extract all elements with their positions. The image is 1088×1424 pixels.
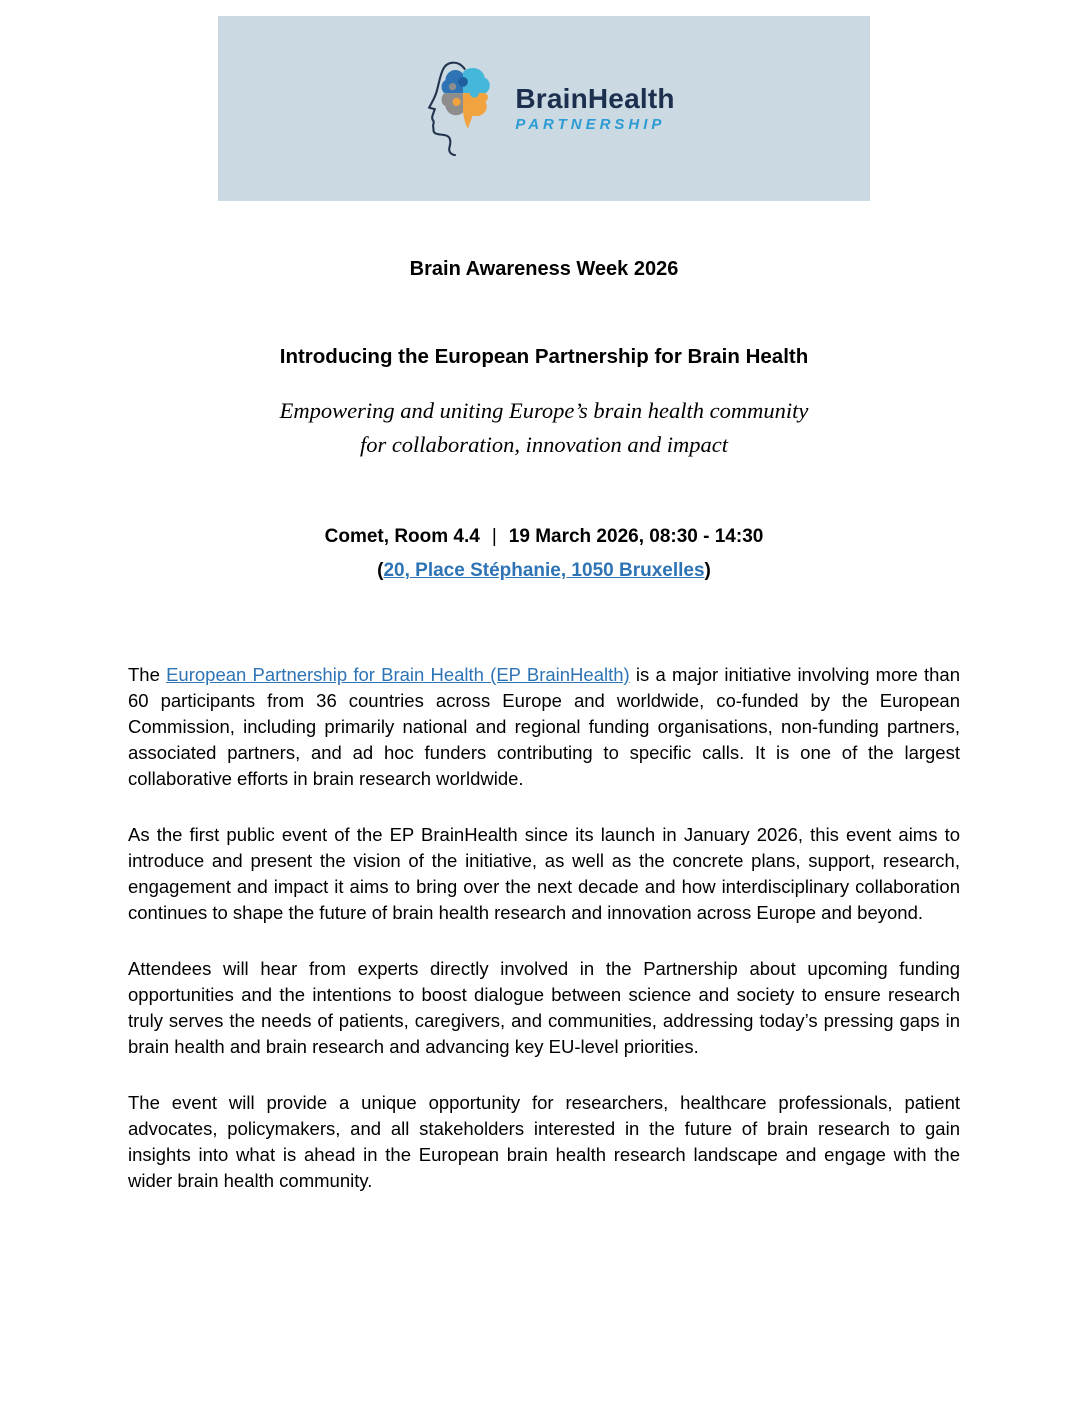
address-paren-open: ( xyxy=(377,560,384,581)
brand-name: BrainHealth xyxy=(515,82,675,114)
subtitle-line-1: Empowering and uniting Europe’s brain health community xyxy=(279,398,809,423)
paragraph-1-rest: is a major initiative involving more than 60 participants from 36 countries across Europe and worldwide, co-funded by the European Commission, including primarily national and regional funding organisations, non-funding partners, associated partners, and ad hoc funders contributing to specific calls. It is one of the largest collaborative efforts in brain research worldwide. xyxy=(128,664,960,789)
page-title: Introducing the European Partnership for Brain Health xyxy=(279,345,809,368)
venue-location: Comet, Room 4.4 xyxy=(324,526,480,547)
brand-text xyxy=(515,84,674,133)
brain-head-icon xyxy=(413,56,505,161)
paragraph-1-lead: The xyxy=(128,664,167,685)
venue-line xyxy=(0,526,1088,548)
brand-subtitle: PARTNERSHIP xyxy=(515,116,666,134)
ep-brainhealth-link[interactable]: European Partnership for Brain Health (EP BrainHealth) xyxy=(166,664,630,685)
paragraph-1 xyxy=(128,662,960,792)
subtitle xyxy=(0,394,1088,462)
paragraph-4: The event will provide a unique opportunity for researchers, healthcare professionals, patient advocates, policymakers, and all stakeholders interested in the future of brain research to gain insights into what is ahead in the European brain health research landscape and engage with the wider brain health community. xyxy=(128,1092,960,1191)
address-paren-close: ) xyxy=(704,560,711,581)
paragraph-3: Attendees will hear from experts directly involved in the Partnership about upcoming funding opportunities and the intentions to boost dialogue between science and society to ensure research truly serves the needs of patients, caregivers, and communities, addressing today’s pressing gaps in brain health and brain research and advancing key EU-level priorities. xyxy=(128,958,960,1057)
address-line xyxy=(0,560,1088,582)
subtitle-line-2: for collaboration, innovation and impact xyxy=(359,432,729,457)
venue-datetime: 19 March 2026, 08:30 - 14:30 xyxy=(508,526,764,547)
paragraph-2: As the first public event of the EP BrainHealth since its launch in January 2026, this event aims to introduce and present the vision of the initiative, as well as the concrete plans, support, research, engagement and impact it aims to bring over the next decade and how interdisciplinary collaboration continues to shape the future of brain health research and innovation across Europe and beyond. xyxy=(128,824,960,923)
brainhealth-logo xyxy=(413,56,674,161)
header-banner xyxy=(218,16,870,201)
address-link[interactable]: 20, Place Stéphanie, 1050 Bruxelles xyxy=(383,560,705,581)
event-heading: Brain Awareness Week 2026 xyxy=(409,258,679,280)
venue-separator: | xyxy=(491,526,497,547)
document-body xyxy=(128,662,960,1194)
